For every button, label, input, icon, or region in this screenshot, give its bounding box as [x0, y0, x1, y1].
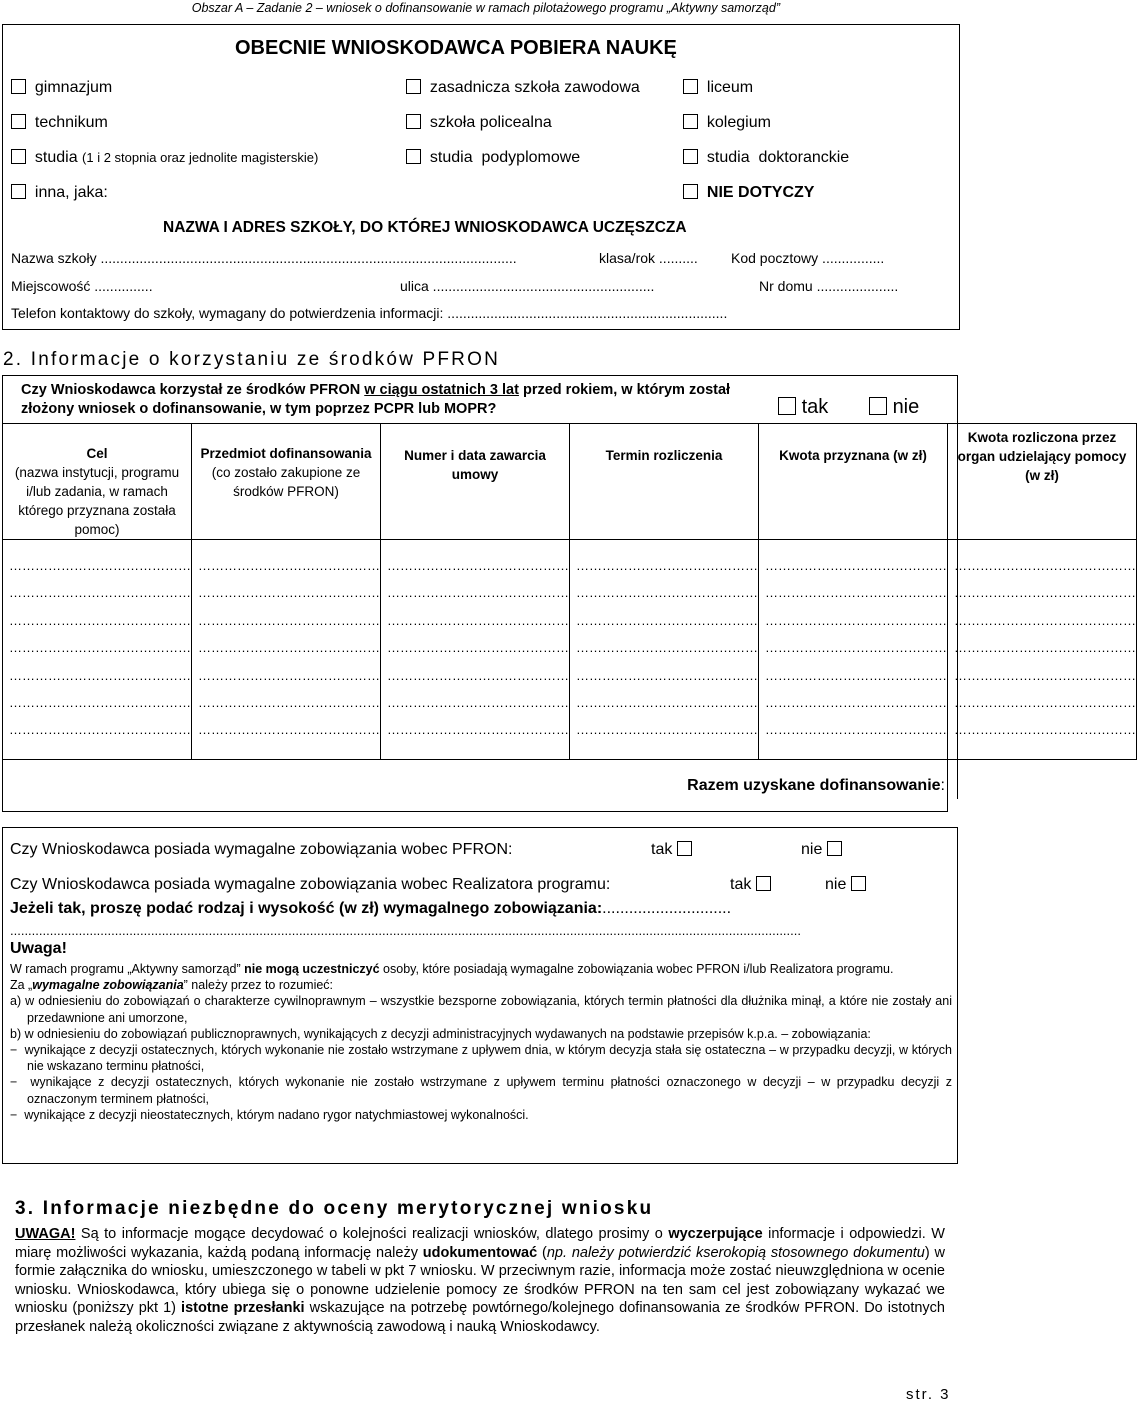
dot-line[interactable]: ……………………………………	[576, 585, 758, 601]
dot-line[interactable]: ……………………………………	[954, 722, 1136, 738]
realizator-obligation-nie[interactable]: nie	[825, 876, 866, 894]
option-technikum[interactable]: technikum	[11, 114, 108, 132]
option-kolegium[interactable]: kolegium	[683, 114, 771, 132]
dot-line[interactable]: ……………………………………	[9, 612, 191, 628]
dots-kwota-rozliczona[interactable]	[948, 540, 1137, 760]
dots-przedmiot[interactable]	[192, 540, 381, 760]
dot-line[interactable]: ……………………………………	[576, 722, 758, 738]
school-house-field[interactable]: Nr domu .....................	[759, 278, 899, 294]
realizator-obligation-question: Czy Wnioskodawca posiada wymagalne zobowiązania wobec Realizatora programu:	[10, 876, 611, 893]
uwaga-label: Uwaga!	[10, 940, 67, 957]
studia-note: (1 i 2 stopnia oraz jednolite magisterskie)	[82, 150, 319, 165]
dot-line[interactable]: ……………………………………	[9, 558, 191, 573]
option-doktoranckie[interactable]: studia doktoranckie	[683, 149, 849, 167]
dot-line[interactable]: ……………………………………	[576, 640, 758, 656]
pfron-tak[interactable]: tak	[778, 396, 828, 419]
pfron-obligation-tak[interactable]: tak	[651, 841, 692, 859]
obligations-notes	[10, 961, 952, 1123]
checkbox-gimnazjum[interactable]	[11, 79, 26, 94]
option-zasadnicza[interactable]: zasadnicza szkoła zawodowa	[406, 79, 640, 97]
dot-line[interactable]: ……………………………………	[765, 612, 947, 628]
total-label: Razem uzyskane dofinansowanie:	[3, 760, 948, 812]
dot-line[interactable]: ……………………………………	[198, 722, 380, 738]
obligation-detail-field[interactable]: .............................	[602, 900, 732, 917]
option-podyplomowe[interactable]: studia podyplomowe	[406, 149, 580, 167]
option-studia[interactable]: studia (1 i 2 stopnia oraz jednolite magisterskie)	[11, 149, 318, 167]
education-section	[2, 24, 960, 330]
section2-title: 2. Informacje o korzystaniu ze środków PFRON	[3, 349, 500, 370]
checkbox-technikum[interactable]	[11, 114, 26, 129]
col-kwota-przyznana: Kwota przyznana (w zł)	[759, 424, 948, 540]
dot-line[interactable]: ……………………………………	[954, 612, 1136, 628]
realizator-obligation-tak[interactable]: tak	[730, 876, 771, 894]
col-cel: Cel (nazwa instytucji, programu i/lub zadania, w ramach którego przyznana została pomoc)	[3, 424, 192, 540]
dot-line[interactable]: ……………………………………	[387, 722, 569, 738]
checkbox-realizator-obligation-tak[interactable]	[756, 876, 771, 891]
obligations-box	[2, 827, 958, 1164]
dots-termin[interactable]	[570, 540, 759, 760]
option-liceum[interactable]: liceum	[683, 79, 753, 97]
section3-text: UWAGA! Są to informacje mogące decydować o kolejności realizacji wniosków, dlatego prosimy o wyczerpujące informacje i odpowiedzi. W miarę możliwości wykazania, każdą podaną informację należy udokumentować (np. należy potwierdzić kserokopią stosownego dokumentu) w formie załącznika do wniosku, umieszczonego w tabeli w pkt 7 wniosku. W przeciwnym razie, informacja może zostać nieuwzględniona w ocenie wniosku. Wnioskodawca, który ubiega się o ponowne udzielenie pomocy ze środków PFRON na ten sam cel jest zobowiązany wykazać we wniosku (poniższy pkt 1) istotne przesłanki wskazujące na potrzebę powtórnego/kolejnego dofinansowania ze środków PFRON. Do istotnych przesłanek należą okoliczności związane z aktywnością zawodową i nauką Wnioskodawcy.	[15, 1226, 946, 1335]
checkbox-podyplomowe[interactable]	[406, 149, 421, 164]
dot-line[interactable]: ……………………………………	[387, 612, 569, 628]
pfron-obligation-question: Czy Wnioskodawca posiada wymagalne zobowiązania wobec PFRON:	[10, 841, 513, 858]
dot-line[interactable]: ……………………………………	[9, 695, 191, 711]
pfron-nie[interactable]: nie	[869, 396, 919, 419]
school-phone-field[interactable]: Telefon kontaktowy do szkoły, wymagany do potwierdzenia informacji: ........................................................................	[11, 305, 728, 321]
dots-cel[interactable]	[3, 540, 192, 760]
obligation-detail-line[interactable]: ...........................................................................................................................................................................................................................	[10, 923, 801, 938]
dots-kwota-przyznana[interactable]	[759, 540, 948, 760]
dot-line[interactable]: ……………………………………	[954, 558, 1136, 573]
note-item-b: b) w odniesieniu do zobowiązań publicznoprawnych, wynikających z decyzji administracyjnych wydawanych na podstawie przepisów k.p.a. – zobowiązania:	[10, 1026, 871, 1041]
note-dash-3: − wynikające z decyzji nieostatecznych, którym nadano rygor natychmiastowej wykonalności.	[10, 1107, 529, 1122]
dot-line[interactable]: ……………………………………	[765, 558, 947, 573]
dot-line[interactable]: ……………………………………	[9, 722, 191, 738]
dot-line[interactable]: ……………………………………	[198, 585, 380, 601]
col-umowa: Numer i data zawarcia umowy	[381, 424, 570, 540]
dot-line[interactable]: ……………………………………	[387, 695, 569, 711]
dot-line[interactable]: ……………………………………	[387, 667, 569, 683]
checkbox-doktoranckie[interactable]	[683, 149, 698, 164]
checkbox-inna[interactable]	[11, 184, 26, 199]
total-value[interactable]	[948, 760, 1137, 812]
checkbox-policealna[interactable]	[406, 114, 421, 129]
dot-line[interactable]: ……………………………………	[576, 612, 758, 628]
dot-line[interactable]: ……………………………………	[954, 695, 1136, 711]
dot-line[interactable]: ……………………………………	[954, 640, 1136, 656]
dot-line[interactable]: ……………………………………	[765, 667, 947, 683]
option-policealna[interactable]: szkoła policealna	[406, 114, 552, 132]
checkbox-studia[interactable]	[11, 149, 26, 164]
col-przedmiot: Przedmiot dofinansowania (co zostało zakupione ze środków PFRON)	[192, 424, 381, 540]
dot-line[interactable]: ……………………………………	[198, 695, 380, 711]
dots-umowa[interactable]	[381, 540, 570, 760]
dot-line[interactable]: ……………………………………	[765, 640, 947, 656]
checkbox-pfron-obligation-tak[interactable]	[677, 841, 692, 856]
note-dash-1: − wynikające z decyzji ostatecznych, których wykonanie nie zostało wstrzymane z upływem dnia, w którym decyzja stała się ostateczna – w przypadku decyzji, w których nie wskazano terminu płatności,	[10, 1043, 952, 1074]
option-nie-dotyczy[interactable]: NIE DOTYCZY	[683, 184, 814, 202]
note-p1: W ramach programu „Aktywny samorząd” nie mogą uczestniczyć osoby, które posiadają wymagalne zobowiązania wobec PFRON i/lub Realizatora programu.	[10, 962, 894, 976]
dot-line[interactable]: ……………………………………	[9, 667, 191, 683]
col-termin: Termin rozliczenia	[570, 424, 759, 540]
school-city-field[interactable]: Miejscowość ...............	[11, 278, 153, 294]
education-title: OBECNIE WNIOSKODAWCA POBIERA NAUKĘ	[235, 37, 677, 59]
checkbox-pfron-tak[interactable]	[778, 397, 796, 415]
checkbox-nie-dotyczy[interactable]	[683, 184, 698, 199]
obligation-detail-question: Jeżeli tak, proszę podać rodzaj i wysokość (w zł) wymagalnego zobowiązania:.............................	[10, 900, 732, 917]
page-number: str. 3	[906, 1386, 951, 1403]
dot-line[interactable]: ……………………………………	[9, 585, 191, 601]
school-postcode-field[interactable]: Kod pocztowy ................	[731, 250, 885, 266]
dot-line[interactable]: ……………………………………	[198, 667, 380, 683]
dot-line[interactable]: ……………………………………	[387, 585, 569, 601]
option-gimnazjum[interactable]: gimnazjum	[11, 79, 112, 97]
dot-line[interactable]: ……………………………………	[198, 558, 380, 573]
pfron-obligation-nie[interactable]: nie	[801, 841, 842, 859]
dot-line[interactable]: ……………………………………	[954, 667, 1136, 683]
section3-title: 3. Informacje niezbędne do oceny merytorycznej wniosku	[15, 1198, 654, 1219]
dot-line[interactable]: ……………………………………	[765, 722, 947, 738]
dot-line[interactable]: ……………………………………	[765, 585, 947, 601]
dot-line[interactable]: ……………………………………	[576, 558, 758, 573]
dot-line[interactable]: ……………………………………	[576, 667, 758, 683]
dot-line[interactable]: ……………………………………	[387, 558, 569, 573]
note-item-a: a) w odniesieniu do zobowiązań o charakterze cywilnoprawnym – wszystkie bezsporne zobowiązania, których termin płatności dla dłużnika minął, a które nie zostały ani przedawnione ani umorzone,	[10, 994, 952, 1025]
dot-line[interactable]: ……………………………………	[9, 640, 191, 656]
checkbox-pfron-obligation-nie[interactable]	[827, 841, 842, 856]
col-kwota-rozliczona: Kwota rozliczona przez organ udzielający pomocy (w zł)	[948, 424, 1137, 540]
dot-line[interactable]: ……………………………………	[765, 695, 947, 711]
school-name-field[interactable]: Nazwa szkoły ...........................................................................................................	[11, 250, 517, 266]
dot-line[interactable]: ……………………………………	[576, 695, 758, 711]
dot-line[interactable]: ……………………………………	[387, 640, 569, 656]
pfron-question: Czy Wnioskodawca korzystał ze środków PFRON w ciągu ostatnich 3 lat przed rokiem, w którym został złożony wniosek o dofinansowanie, w tym poprzez PCPR lub MOPR?	[21, 382, 731, 417]
note-p2: Za „wymagalne zobowiązania” należy przez to rozumieć:	[10, 978, 334, 993]
checkbox-kolegium[interactable]	[683, 114, 698, 129]
checkbox-zasadnicza[interactable]	[406, 79, 421, 94]
checkbox-pfron-nie[interactable]	[869, 397, 887, 415]
school-class-field[interactable]: klasa/rok ..........	[599, 250, 698, 266]
option-inna[interactable]: inna, jaka:	[11, 184, 108, 202]
running-header: Obszar A – Zadanie 2 – wniosek o dofinansowanie w ramach pilotażowego programu „Aktywny samorząd”	[191, 1, 780, 15]
dot-line[interactable]: ……………………………………	[954, 585, 1136, 601]
checkbox-realizator-obligation-nie[interactable]	[851, 876, 866, 891]
checkbox-liceum[interactable]	[683, 79, 698, 94]
pfron-table	[2, 423, 1137, 812]
school-title: NAZWA I ADRES SZKOŁY, DO KTÓREJ WNIOSKODAWCA UCZĘSZCZA	[163, 219, 687, 236]
dot-line[interactable]: ……………………………………	[198, 612, 380, 628]
dot-line[interactable]: ……………………………………	[198, 640, 380, 656]
note-dash-2: − wynikające z decyzji ostatecznych, których wykonanie nie zostało wstrzymane z upływem terminu płatności oznaczonego w decyzji – w przypadku decyzji z oznaczonym terminem płatności,	[10, 1075, 952, 1106]
school-street-field[interactable]: ulica .........................................................	[400, 278, 655, 294]
